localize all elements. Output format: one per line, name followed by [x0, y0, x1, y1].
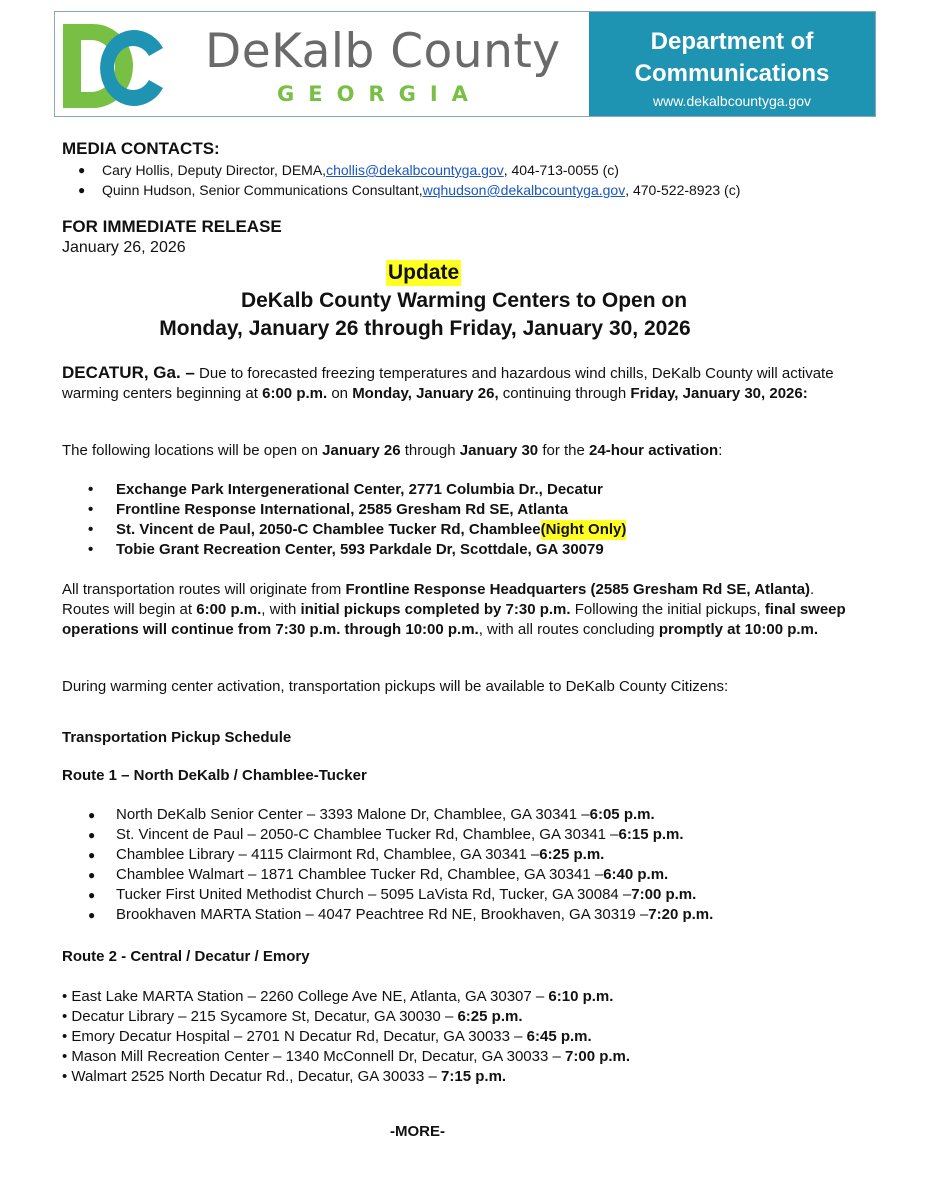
route-stop	[88, 885, 713, 905]
stop-text: Brookhaven MARTA Station – 4047 Peachtree Rd NE, Brookhaven, GA 30319 –	[116, 906, 649, 923]
text: All transportation routes will originate from	[62, 581, 346, 598]
release-date: January 26, 2026	[62, 239, 186, 256]
route-stop	[62, 987, 630, 1007]
contact-phone: , 404-713-0055 (c)	[503, 162, 619, 178]
stop-time: 6:45 p.m.	[526, 1028, 592, 1045]
bold-text: promptly at 10:00 p.m.	[658, 621, 819, 638]
route-stop	[88, 825, 713, 845]
brand-name: DeKalb County	[205, 24, 561, 79]
department-name-line2: Communications	[634, 60, 830, 87]
more-indicator: -MORE-	[390, 1123, 445, 1140]
department-box	[589, 12, 875, 116]
brand-state: GEORGIA	[277, 82, 482, 106]
stop-time: 7:00 p.m.	[631, 886, 697, 903]
route-stop	[62, 1007, 630, 1027]
night-only-note: (Night Only)	[540, 521, 627, 538]
text: :	[718, 442, 723, 459]
bullet-icon: ●	[88, 828, 96, 842]
text: The following locations will be open on	[62, 442, 323, 459]
stop-text: North DeKalb Senior Center – 3393 Malone Dr, Chamblee, GA 30341 –	[116, 806, 590, 823]
stop-time: 6:25 p.m.	[539, 846, 605, 863]
bullet-icon: •	[88, 541, 94, 558]
stop-text: Chamblee Walmart – 1871 Chamblee Tucker Rd, Chamblee, GA 30341 –	[116, 866, 604, 883]
contact-text: Cary Hollis, Deputy Director, DEMA,	[102, 162, 327, 178]
bullet-icon: •	[88, 501, 94, 518]
route-stop	[88, 845, 713, 865]
intro-paragraph	[62, 363, 862, 404]
bullet-icon: ●	[78, 163, 86, 177]
stop-time: 6:40 p.m.	[603, 866, 669, 883]
intro-bold: Monday, January 26,	[352, 385, 499, 402]
bullet-icon: ●	[88, 808, 96, 822]
stop-time: 7:00 p.m.	[565, 1048, 631, 1065]
update-tag: Update	[388, 261, 460, 284]
bold-text: 6:00 p.m.	[196, 601, 262, 618]
intro-bold: 6:00 p.m.	[262, 385, 328, 402]
stop-text: Tucker First United Methodist Church – 5095 LaVista Rd, Tucker, GA 30084 –	[116, 886, 632, 903]
route-stop	[88, 865, 713, 885]
location-text: Tobie Grant Recreation Center, 593 Parkdale Dr, Scottdale, GA 30079	[116, 541, 604, 558]
stop-text: • Emory Decatur Hospital – 2701 N Decatur Rd, Decatur, GA 30033 –	[62, 1028, 527, 1045]
route1-stops	[88, 805, 713, 925]
stop-time: 6:15 p.m.	[618, 826, 684, 843]
location-item	[88, 540, 626, 560]
headline-line1: DeKalb County Warming Centers to Open on	[240, 289, 688, 312]
contact-phone: , 470-522-8923 (c)	[625, 182, 741, 198]
stop-text: • Walmart 2525 North Decatur Rd., Decatur, GA 30033 –	[62, 1068, 442, 1085]
text: for the	[538, 442, 590, 459]
text: , with all routes concluding	[478, 621, 659, 638]
bullet-icon: ●	[88, 908, 96, 922]
transport-paragraph	[62, 580, 862, 640]
dateline: DECATUR, Ga. –	[62, 363, 195, 382]
stop-time: 6:25 p.m.	[457, 1008, 523, 1025]
bullet-icon: ●	[88, 868, 96, 882]
stop-text: St. Vincent de Paul – 2050-C Chamblee Tucker Rd, Chamblee, GA 30341 –	[116, 826, 619, 843]
stop-time: 7:20 p.m.	[648, 906, 714, 923]
dekalb-dc-logo	[59, 18, 177, 114]
contact-item	[78, 160, 740, 180]
bold-text: January 26	[322, 442, 401, 459]
department-url[interactable]: www.dekalbcountyga.gov	[653, 93, 811, 109]
locations-intro	[62, 441, 862, 461]
text: Following the initial pickups,	[570, 601, 765, 618]
department-name-line1: Department of	[650, 28, 814, 55]
media-contacts-list	[78, 160, 740, 200]
bold-text: Frontline Response Headquarters (2585 Gresham Rd SE, Atlanta)	[345, 581, 811, 598]
schedule-title: Transportation Pickup Schedule	[62, 729, 292, 746]
location-text: St. Vincent de Paul, 2050-C Chamblee Tucker Rd, Chamblee	[116, 521, 541, 538]
route2-stops	[62, 987, 630, 1087]
stop-text: • East Lake MARTA Station – 2260 College Ave NE, Atlanta, GA 30307 –	[62, 988, 549, 1005]
stop-text: Chamblee Library – 4115 Clairmont Rd, Chamblee, GA 30341 –	[116, 846, 540, 863]
location-item	[88, 500, 626, 520]
contact-email-link[interactable]: wqhudson@dekalbcountyga.gov	[422, 182, 626, 198]
route-stop	[62, 1047, 630, 1067]
stop-text: • Mason Mill Recreation Center – 1340 McConnell Dr, Decatur, GA 30033 –	[62, 1048, 566, 1065]
intro-bold: Friday, January 30, 2026:	[630, 385, 808, 402]
text: . Routes will begin at	[62, 581, 815, 618]
stop-time: 6:10 p.m.	[548, 988, 614, 1005]
headline-line2: Monday, January 26 through Friday, January 30, 2026	[159, 317, 691, 340]
location-item	[88, 520, 626, 540]
locations-list	[88, 480, 626, 560]
stop-time: 6:05 p.m.	[589, 806, 655, 823]
intro-text: Due to forecasted freezing temperatures and hazardous wind chills, DeKalb County will activate warming centers beginning at	[62, 365, 834, 402]
release-label: FOR IMMEDIATE RELEASE	[62, 217, 282, 236]
route-stop	[88, 805, 713, 825]
location-item	[88, 480, 626, 500]
during-paragraph: During warming center activation, transportation pickups will be available to DeKalb County Citizens:	[62, 678, 729, 695]
letterhead	[54, 11, 876, 117]
contact-item	[78, 180, 740, 200]
location-text: Exchange Park Intergenerational Center, 2771 Columbia Dr., Decatur	[116, 481, 603, 498]
intro-text: continuing through	[498, 385, 631, 402]
text: , with	[261, 601, 301, 618]
route-stop	[62, 1067, 630, 1087]
stop-text: • Decatur Library – 215 Sycamore St, Decatur, GA 30030 –	[62, 1008, 458, 1025]
bullet-icon: ●	[78, 183, 86, 197]
bullet-icon: •	[88, 481, 94, 498]
intro-text: on	[327, 385, 353, 402]
contact-text: Quinn Hudson, Senior Communications Consultant,	[102, 182, 423, 198]
bold-text: final sweep operations will continue from 7:30 p.m. through 10:00 p.m.	[62, 601, 846, 638]
stop-time: 7:15 p.m.	[441, 1068, 507, 1085]
bullet-icon: ●	[88, 888, 96, 902]
route1-title: Route 1 – North DeKalb / Chamblee-Tucker	[62, 767, 367, 784]
text: through	[400, 442, 460, 459]
bullet-icon: •	[88, 521, 94, 538]
route-stop	[62, 1027, 630, 1047]
bold-text: initial pickups completed by 7:30 p.m.	[300, 601, 571, 618]
bold-text: 24-hour activation	[589, 442, 719, 459]
location-text: Frontline Response International, 2585 Gresham Rd SE, Atlanta	[116, 501, 569, 518]
bullet-icon: ●	[88, 848, 96, 862]
bold-text: January 30	[459, 442, 539, 459]
media-contacts-heading: MEDIA CONTACTS:	[62, 139, 220, 158]
contact-email-link[interactable]: chollis@dekalbcountyga.gov	[326, 162, 504, 178]
route2-title: Route 2 - Central / Decatur / Emory	[62, 948, 310, 965]
route-stop	[88, 905, 713, 925]
